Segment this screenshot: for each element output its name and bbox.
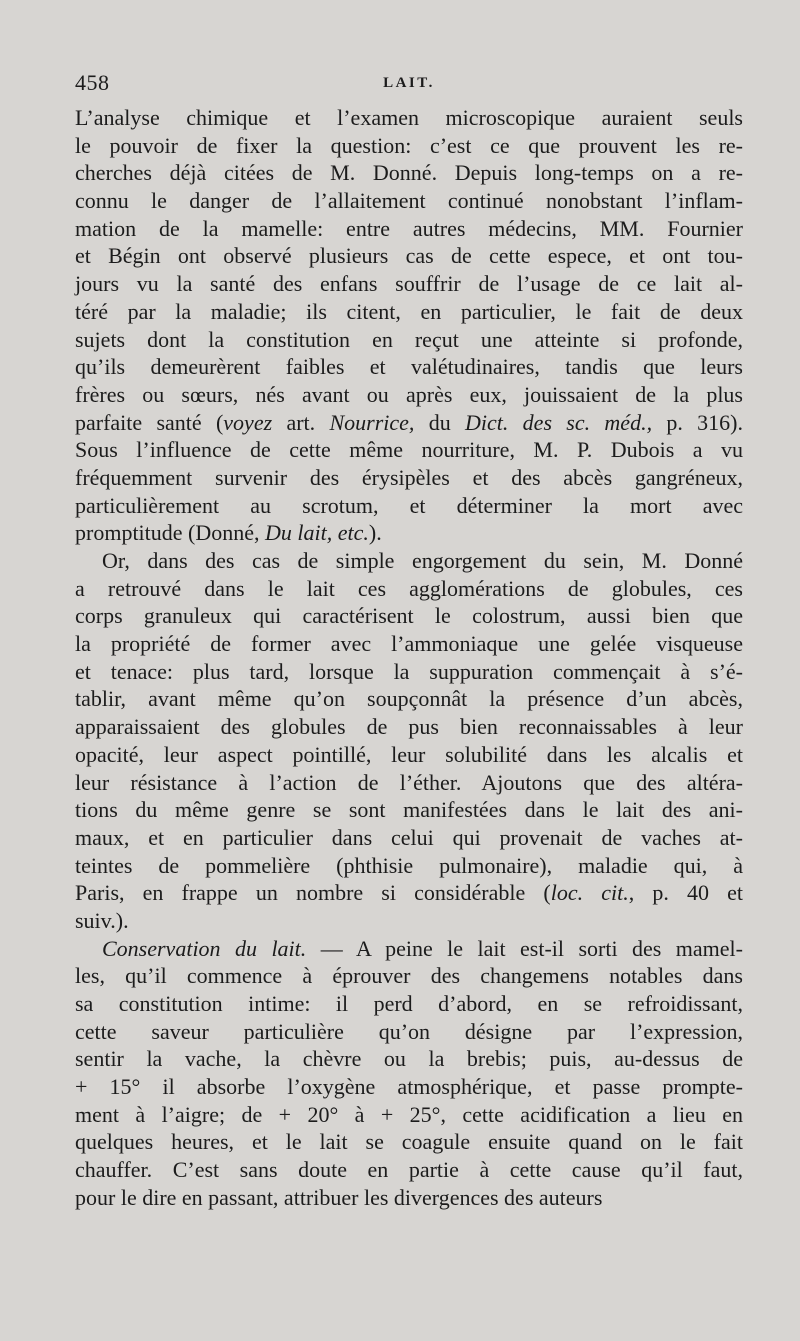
text-run: promptitude (Donné, <box>75 520 266 546</box>
text-run: sa constitution intime: il perd d’abord, en se refroidissant, <box>75 991 743 1016</box>
text-run: art. <box>272 409 330 435</box>
text-line <box>75 547 743 575</box>
text-run: qu’ils demeurèrent faibles et valétudinaires, tandis que leurs <box>75 354 743 380</box>
italic-text: loc. cit. <box>550 880 629 906</box>
text-line <box>75 1018 743 1046</box>
text-run: sentir la vache, la chèvre ou la brebis; puis, au-dessus de <box>75 1046 743 1072</box>
body-text <box>75 104 743 1212</box>
text-run: a retrouvé dans le lait ces agglomérations de globules, ces <box>75 575 743 601</box>
text-run: leur résistance à l’action de l’éther. Ajoutons que des altéra- <box>75 769 743 795</box>
text-run: ment à l’aigre; de + 20° à + 25°, cette acidification a lieu en <box>75 1101 743 1127</box>
text-line <box>75 769 743 797</box>
text-line <box>75 1101 743 1129</box>
text-line <box>75 630 743 658</box>
text-line <box>75 326 743 354</box>
text-run: cherches déjà citées de M. Donné. Depuis long-temps on a re- <box>75 160 743 186</box>
italic-text: Du lait, etc. <box>265 520 369 546</box>
text-line <box>75 824 743 852</box>
text-line <box>75 464 743 492</box>
text-run: ). <box>368 520 382 546</box>
text-run: chauffer. C’est sans doute en partie à cette cause qu’il faut, <box>75 1157 743 1183</box>
italic-text: Dict. des sc. méd., <box>465 409 653 435</box>
text-line <box>75 658 743 686</box>
text-run: du <box>414 409 465 435</box>
text-run: la propriété de former avec l’ammoniaque une gelée visqueuse <box>75 631 743 657</box>
text-line <box>75 879 743 907</box>
text-line <box>75 935 743 963</box>
text-run: parfaite santé ( <box>75 409 224 435</box>
text-run: mation de la mamelle: entre autres médecins, MM. Fournier <box>75 215 743 241</box>
text-line <box>75 298 743 326</box>
text-line <box>75 1073 743 1101</box>
text-line <box>75 270 743 298</box>
text-line <box>75 519 743 547</box>
text-run: corps granuleux qui caractérisent le colostrum, aussi bien que <box>75 603 743 629</box>
text-run: Sous l’influence de cette même nourriture, M. P. Dubois a vu <box>75 437 743 463</box>
text-run: p. 316). <box>652 409 743 435</box>
text-run: frères ou sœurs, nés avant ou après eux, jouissaient de la plus <box>75 381 743 407</box>
italic-text: Conservation du lait. <box>102 935 307 961</box>
text-run: apparaissaient des globules de pus bien reconnaissables à leur <box>75 714 743 740</box>
text-line <box>75 962 743 990</box>
text-line <box>75 353 743 381</box>
text-line <box>75 1184 743 1212</box>
text-line <box>75 796 743 824</box>
italic-text: voyez <box>223 409 273 435</box>
text-run: opacité, leur aspect pointillé, leur solubilité dans les alcalis et <box>75 741 743 767</box>
text-run: Or, dans des cas de simple engorgement du sein, M. Donné <box>102 548 743 573</box>
text-run: téré par la maladie; ils citent, en particulier, le fait de deux <box>75 298 743 324</box>
text-run: sujets dont la constitution en reçut une atteinte si profonde, <box>75 326 743 352</box>
text-run: cette saveur particulière qu’on désigne par l’expression, <box>75 1018 743 1044</box>
text-line <box>75 242 743 270</box>
text-run: quelques heures, et le lait se coagule ensuite quand on le fait <box>75 1129 743 1155</box>
text-run: particulièrement au scrotum, et déterminer la mort avec <box>75 492 743 518</box>
text-line <box>75 1128 743 1156</box>
text-line <box>75 104 743 132</box>
text-line <box>75 990 743 1018</box>
text-run: — A peine le lait est-il sorti des mamel- <box>306 935 743 961</box>
text-run: Paris, en frappe un nombre si considérable ( <box>75 880 551 906</box>
text-line <box>75 159 743 187</box>
text-line <box>75 1156 743 1184</box>
text-run: , p. 40 et <box>628 880 743 906</box>
page-header <box>75 70 743 100</box>
text-run: suiv.). <box>75 907 129 933</box>
text-run: tions du même genre se sont manifestées dans le lait des ani- <box>75 797 743 823</box>
text-line <box>75 685 743 713</box>
text-line <box>75 436 743 464</box>
text-run: et Bégin ont observé plusieurs cas de cette espece, et ont tou- <box>75 243 743 269</box>
text-run: tablir, avant même qu’on soupçonnât la présence d’un abcès, <box>75 686 743 712</box>
text-run: et tenace: plus tard, lorsque la suppuration commençait à s’é- <box>75 658 743 684</box>
text-line <box>75 409 743 437</box>
text-run: + 15° il absorbe l’oxygène atmosphérique, et passe prompte- <box>75 1074 743 1100</box>
running-title: LAIT. <box>383 75 435 91</box>
text-line <box>75 215 743 243</box>
text-run: les, qu’il commence à éprouver des changemens notables dans <box>75 963 743 989</box>
text-line <box>75 575 743 603</box>
text-line <box>75 713 743 741</box>
text-run: jours vu la santé des enfans souffrir de l’usage de ce lait al- <box>75 271 743 297</box>
text-line <box>75 381 743 409</box>
text-run: teintes de pommelière (phthisie pulmonaire), maladie qui, à <box>75 852 743 878</box>
italic-text: Nourrice, <box>329 409 415 435</box>
text-line <box>75 492 743 520</box>
text-line <box>75 741 743 769</box>
text-line <box>75 602 743 630</box>
text-run: pour le dire en passant, attribuer les divergences des auteurs <box>75 1184 603 1210</box>
text-run: connu le danger de l’allaitement continué nonobstant l’inflam- <box>75 188 743 214</box>
page-number: 458 <box>75 70 110 95</box>
text-run: le pouvoir de fixer la question: c’est ce que prouvent les re- <box>75 132 743 158</box>
text-line <box>75 187 743 215</box>
text-run: L’analyse chimique et l’examen microscopique auraient seuls <box>75 105 743 130</box>
text-run: fréquemment survenir des érysipèles et des abcès gangréneux, <box>75 464 743 490</box>
text-line <box>75 132 743 160</box>
text-line <box>75 1045 743 1073</box>
text-line <box>75 907 743 935</box>
text-run: maux, et en particulier dans celui qui provenait de vaches at- <box>75 824 743 850</box>
text-line <box>75 852 743 880</box>
